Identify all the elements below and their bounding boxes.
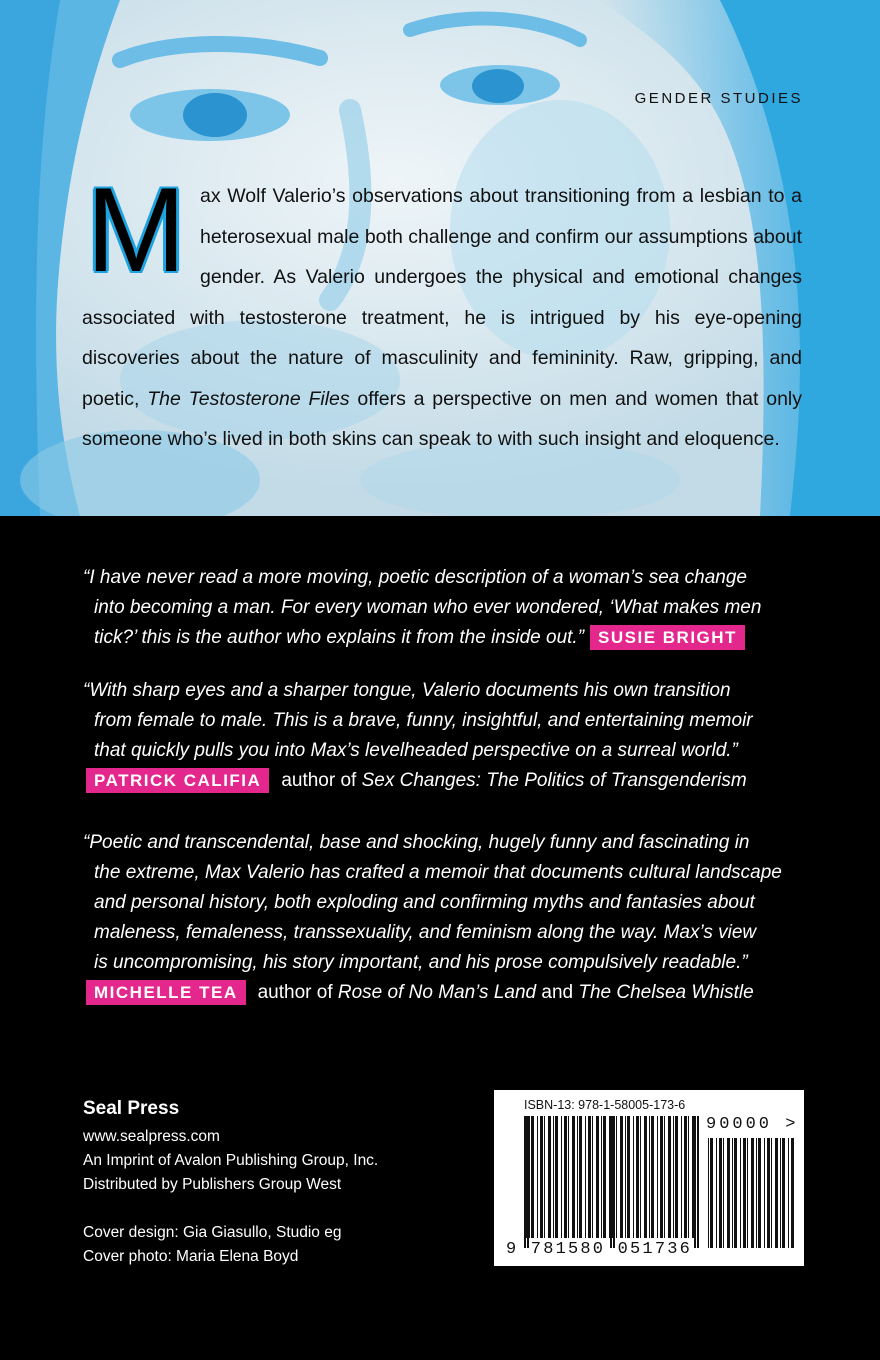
quote-line: tick?’ this is the author who explains it from the inside out.” SUSIE BRIGHT [83,623,805,653]
endorsement-quote-3 [83,828,805,1008]
category-label: GENDER STUDIES [634,90,803,107]
quote-line: is uncompromising, his story important, and his prose compulsively readable.” [94,952,748,973]
barcode-bar [791,1138,794,1248]
barcode-bar [555,1116,558,1238]
barcode-bar [780,1138,781,1248]
barcode-bar [723,1138,724,1248]
cover-photo-region [0,0,880,516]
barcode-bar [743,1138,746,1248]
barcode-bar [747,1138,748,1248]
barcode-bar [644,1116,647,1238]
barcode-bar [751,1138,754,1248]
barcode-bar [579,1116,582,1238]
publisher-distributor: Distributed by Publishers Group West [83,1176,342,1193]
publisher-imprint: An Imprint of Avalon Publishing Group, Inc. [83,1152,379,1169]
barcode-bar [625,1116,626,1238]
endorsement-quote-2 [83,676,805,796]
barcode-bar [782,1138,785,1248]
publisher-info [83,1097,378,1269]
barcode-bar [548,1116,551,1238]
barcode-bar [553,1116,554,1238]
barcode-bar [734,1138,737,1248]
barcode-bar [771,1138,772,1248]
barcode-bar [649,1116,650,1238]
quote-author-tag: SUSIE BRIGHT [590,625,745,650]
barcode-bar [688,1116,689,1238]
barcode-bar [727,1138,730,1248]
isbn-digits: 9 781580 051736 [506,1240,693,1259]
barcode-bar [627,1116,630,1238]
quote-line: the extreme, Max Valerio has crafted a memoir that documents cultural landscape [94,862,782,883]
isbn-barcode [494,1090,804,1266]
barcode-bar [732,1138,733,1248]
drop-cap-letter: M [86,163,186,297]
barcode-bar [664,1116,665,1238]
barcode-bar [716,1138,717,1248]
barcode-bar [616,1116,617,1238]
book-title-inline: The Testosterone Files [147,387,350,410]
barcode-guard-bar [697,1116,699,1248]
barcode-bar [596,1116,599,1238]
barcode-bar [708,1138,709,1248]
barcode-bar [540,1116,543,1238]
quote-line: and personal history, both exploding and confirming myths and fantasies about [94,892,755,913]
quote-line: from female to male. This is a brave, funny, insightful, and entertaining memoir [94,710,753,731]
barcode-bar [529,1116,530,1238]
barcode-bar [651,1116,654,1238]
barcode-bar [633,1116,634,1238]
quote-line: that quickly pulls you into Max’s levelheaded perspective on a surreal world.” [94,740,738,761]
barcode-guard-bar [613,1116,615,1248]
barcode-bar [758,1138,761,1248]
description-text-end: offers a perspective on men and women that only someone who’s lived in both skins can speak to with such insight and eloquence. [82,387,802,450]
barcode-bar [588,1116,591,1238]
quote-line: “I have never read a more moving, poetic description of a woman’s sea change [83,567,747,588]
quote-attribution: PATRICK CALIFIA author of Sex Changes: The Politics of Transgenderism [83,766,805,796]
barcode-bar [609,1116,610,1238]
barcode-bar [585,1116,586,1238]
barcode-bar [684,1116,687,1238]
barcode-bar [675,1116,678,1238]
barcode-bar [719,1138,722,1248]
description-text: ax Wolf Valerio’s observations about transitioning from a lesbian to a heterosexual male both challenge and confirm our assumptions about gender. As Valerio undergoes the physical and emotional changes associated with testosterone treatment, he is intrigued by his eye-opening discoveries about the nature of masculinity and femininity. Raw, gripping, and poetic, [82,185,802,410]
quote-attribution: MICHELLE TEA author of Rose of No Man’s Land and The Chelsea Whistle [83,978,805,1008]
barcode-bar [601,1116,602,1238]
quote-author-tag: PATRICK CALIFIA [86,768,269,793]
barcode-guard-bar [694,1116,696,1248]
barcode-bar [636,1116,639,1238]
barcode-bar [740,1138,741,1248]
quote-line: “Poetic and transcendental, base and shocking, hugely funny and fascinating in [83,832,750,853]
barcode-guard-bar [610,1116,612,1248]
barcode-bar [564,1116,567,1238]
barcode-bar [668,1116,671,1238]
publisher-name: Seal Press [83,1098,180,1119]
publisher-url: www.sealpress.com [83,1128,220,1145]
barcode-bar [775,1138,778,1248]
endorsement-quote-1 [83,563,805,653]
quote-line: into becoming a man. For every woman who ever wondered, ‘What makes men [94,597,762,618]
barcode-bar [592,1116,593,1238]
barcode-bar [673,1116,674,1238]
barcode-bar [710,1138,713,1248]
barcode-bar [577,1116,578,1238]
barcode-bar [620,1116,623,1238]
quote-line: maleness, femaleness, transsexuality, and feminism along the way. Max’s view [94,922,757,943]
barcode-guard-bar [524,1116,526,1248]
barcode-bar [660,1116,663,1238]
barcode-bar [561,1116,562,1238]
barcode-bar [531,1116,534,1238]
barcode-bar [572,1116,575,1238]
barcode-guard-bar [527,1116,529,1248]
quote-author-tag: MICHELLE TEA [86,980,246,1005]
barcode-bar [603,1116,606,1238]
barcode-bar [537,1116,538,1238]
price-code: 90000 > [706,1115,799,1134]
book-description [82,163,802,460]
barcode-bar [657,1116,658,1238]
cover-photo-credit: Cover photo: Maria Elena Boyd [83,1248,299,1265]
barcode-bar [681,1116,682,1238]
barcode-bar [568,1116,569,1238]
barcode-bar [767,1138,770,1248]
barcode-bar [788,1138,789,1248]
barcode-bar [640,1116,641,1238]
cover-design-credit: Cover design: Gia Giasullo, Studio eg [83,1224,342,1241]
isbn-label: ISBN-13: 978-1-58005-173-6 [524,1098,686,1112]
barcode-bar [756,1138,757,1248]
barcode-bar [764,1138,765,1248]
quote-line: “With sharp eyes and a sharper tongue, Valerio documents his own transition [83,680,731,701]
barcode-bar [544,1116,545,1238]
